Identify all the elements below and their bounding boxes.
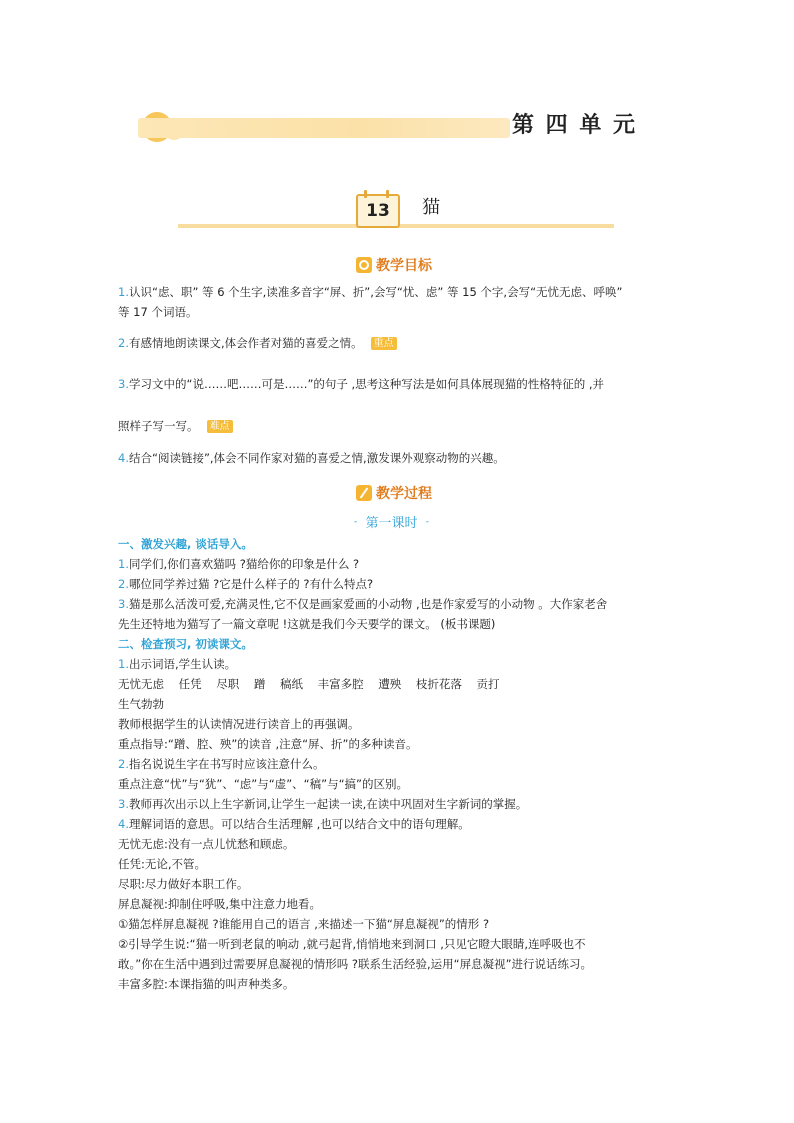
process-line — [118, 596, 688, 616]
line-text: ②引导学生说:“猫一听到老鼠的响动 ,就弓起背,悄悄地来到洞口 ,只见它瞪大眼睛,连呼吸也不 — [118, 937, 586, 951]
goal-item — [118, 284, 623, 300]
process-line — [118, 876, 688, 896]
goal-item — [118, 450, 505, 466]
lesson-header — [178, 186, 614, 234]
line-text: 屏息凝视:抑制住呼吸,集中注意力地看。 — [118, 897, 322, 911]
goal-item — [118, 418, 233, 434]
line-num: 2. — [118, 577, 129, 591]
process-line — [118, 836, 688, 856]
goal-num: 2. — [118, 336, 129, 350]
process-line — [118, 756, 688, 776]
unit-header — [130, 108, 670, 148]
lesson-title: 猫 — [422, 197, 440, 218]
goal-text: 学习文中的“说……吧……可是……”的句子 ,思考这种写法是如何具体展现猫的性格特征的 ,并 — [128, 377, 605, 391]
header-bar — [138, 118, 510, 138]
process-line — [118, 556, 688, 576]
line-text: 尽职:尽力做好本职工作。 — [118, 877, 249, 891]
line-text: 重点注意“忧”与“犹”、“虑”与“虚”、“稿”与“搞”的区别。 — [118, 777, 408, 791]
line-num: 4. — [118, 817, 129, 831]
line-num: 3. — [118, 597, 129, 611]
line-num: 1. — [118, 657, 129, 671]
section-heading: 二、检查预习, 初读课文。 — [118, 637, 253, 651]
section-heading: 一、激发兴趣, 谈话导入。 — [118, 537, 253, 551]
process-heading-text: 教学过程 — [376, 486, 432, 502]
process-line — [118, 916, 688, 936]
lesson-number: 13 — [366, 201, 390, 221]
line-text: 哪位同学养过猫 ?它是什么样子的 ?有什么特点? — [128, 577, 374, 591]
goals-heading-text: 教学目标 — [376, 258, 432, 274]
process-line — [118, 696, 688, 716]
goal-text: 等 17 个词语。 — [118, 305, 198, 319]
process-line — [118, 956, 688, 976]
process-heading — [356, 485, 432, 503]
goal-item — [118, 376, 604, 392]
difficulty-badge: 难点 — [207, 420, 233, 433]
process-line — [118, 716, 688, 736]
unit-title: 第 四 单 元 — [512, 112, 637, 138]
line-num: 1. — [118, 557, 129, 571]
period-title: - 第一课时 - — [354, 516, 430, 531]
process-line — [118, 616, 688, 636]
line-text: 丰富多腔:本课指猫的叫声种类多。 — [118, 977, 295, 991]
line-text: 敢。”你在生活中遇到过需要屏息凝视的情形吗 ?联系生活经验,运用“屏息凝视”进行说话练习。 — [118, 957, 593, 971]
process-line — [118, 856, 688, 876]
line-text: 无忧无虑 任凭 尽职 蹭 稿纸 丰富多腔 遭殃 枝折花落 贡打 — [118, 677, 500, 691]
goal-num: 4. — [118, 451, 129, 465]
line-num: 2. — [118, 757, 129, 771]
process-line — [118, 576, 688, 596]
process-line — [118, 976, 688, 996]
line-text: 重点指导:“蹭、腔、殃”的读音 ,注意“屏、折”的多种读音。 — [118, 737, 418, 751]
line-text: 生气勃勃 — [118, 697, 164, 711]
line-text: 指名说说生字在书写时应该注意什么。 — [128, 757, 325, 771]
process-line — [118, 656, 688, 676]
line-text: 先生还特地为猫写了一篇文章呢 !这就是我们今天要学的课文。 (板书课题) — [118, 617, 496, 631]
goal-item — [118, 335, 397, 351]
line-num: 3. — [118, 797, 129, 811]
process-line — [118, 736, 688, 756]
process-line — [118, 896, 688, 916]
goal-item — [118, 304, 197, 320]
line-text: 猫是那么活泼可爱,充满灵性,它不仅是画家爱画的小动物 ,也是作家爱写的小动物 。大作家老舍 — [128, 597, 608, 611]
goal-text: 结合“阅读链接”,体会不同作家对猫的喜爱之情,激发课外观察动物的兴趣。 — [128, 451, 505, 465]
process-body — [118, 536, 688, 996]
pen-icon — [356, 485, 372, 501]
goal-num: 1. — [118, 285, 129, 299]
goal-text: 照样子写一写。 — [118, 419, 199, 433]
key-point-badge: 重点 — [371, 337, 397, 350]
line-text: 教师再次出示以上生字新词,让学生一起读一读,在读中巩固对生字新词的掌握。 — [128, 797, 528, 811]
line-text: 无忧无虑:没有一点儿忧愁和顾虑。 — [118, 837, 295, 851]
calendar-icon — [356, 194, 400, 228]
process-line — [118, 936, 688, 956]
line-text: 出示词语,学生认读。 — [128, 657, 237, 671]
period-text: 第一课时 — [365, 516, 418, 531]
goal-num: 3. — [118, 377, 129, 391]
line-text: ①猫怎样屏息凝视 ?谁能用自己的语言 ,来描述一下猫“屏息凝视”的情形 ? — [118, 917, 490, 931]
line-text: 理解词语的意思。可以结合生活理解 ,也可以结合文中的语句理解。 — [128, 817, 470, 831]
process-line — [118, 776, 688, 796]
word-list — [118, 676, 688, 696]
line-text: 任凭:无论,不管。 — [118, 857, 207, 871]
process-line — [118, 816, 688, 836]
goal-text: 有感情地朗读课文,体会作者对猫的喜爱之情。 — [128, 336, 363, 350]
process-line — [118, 796, 688, 816]
line-text: 教师根据学生的认读情况进行读音上的再强调。 — [118, 717, 360, 731]
target-icon — [356, 257, 372, 273]
goals-heading — [356, 257, 432, 275]
line-text: 同学们,你们喜欢猫吗 ?猫给你的印象是什么 ? — [128, 557, 360, 571]
goal-text: 认识“虑、职” 等 6 个生字,读准多音字“屏、折”,会写“忧、虑” 等 15 个字,会写“无忧无虑、呼唤” — [128, 285, 623, 299]
